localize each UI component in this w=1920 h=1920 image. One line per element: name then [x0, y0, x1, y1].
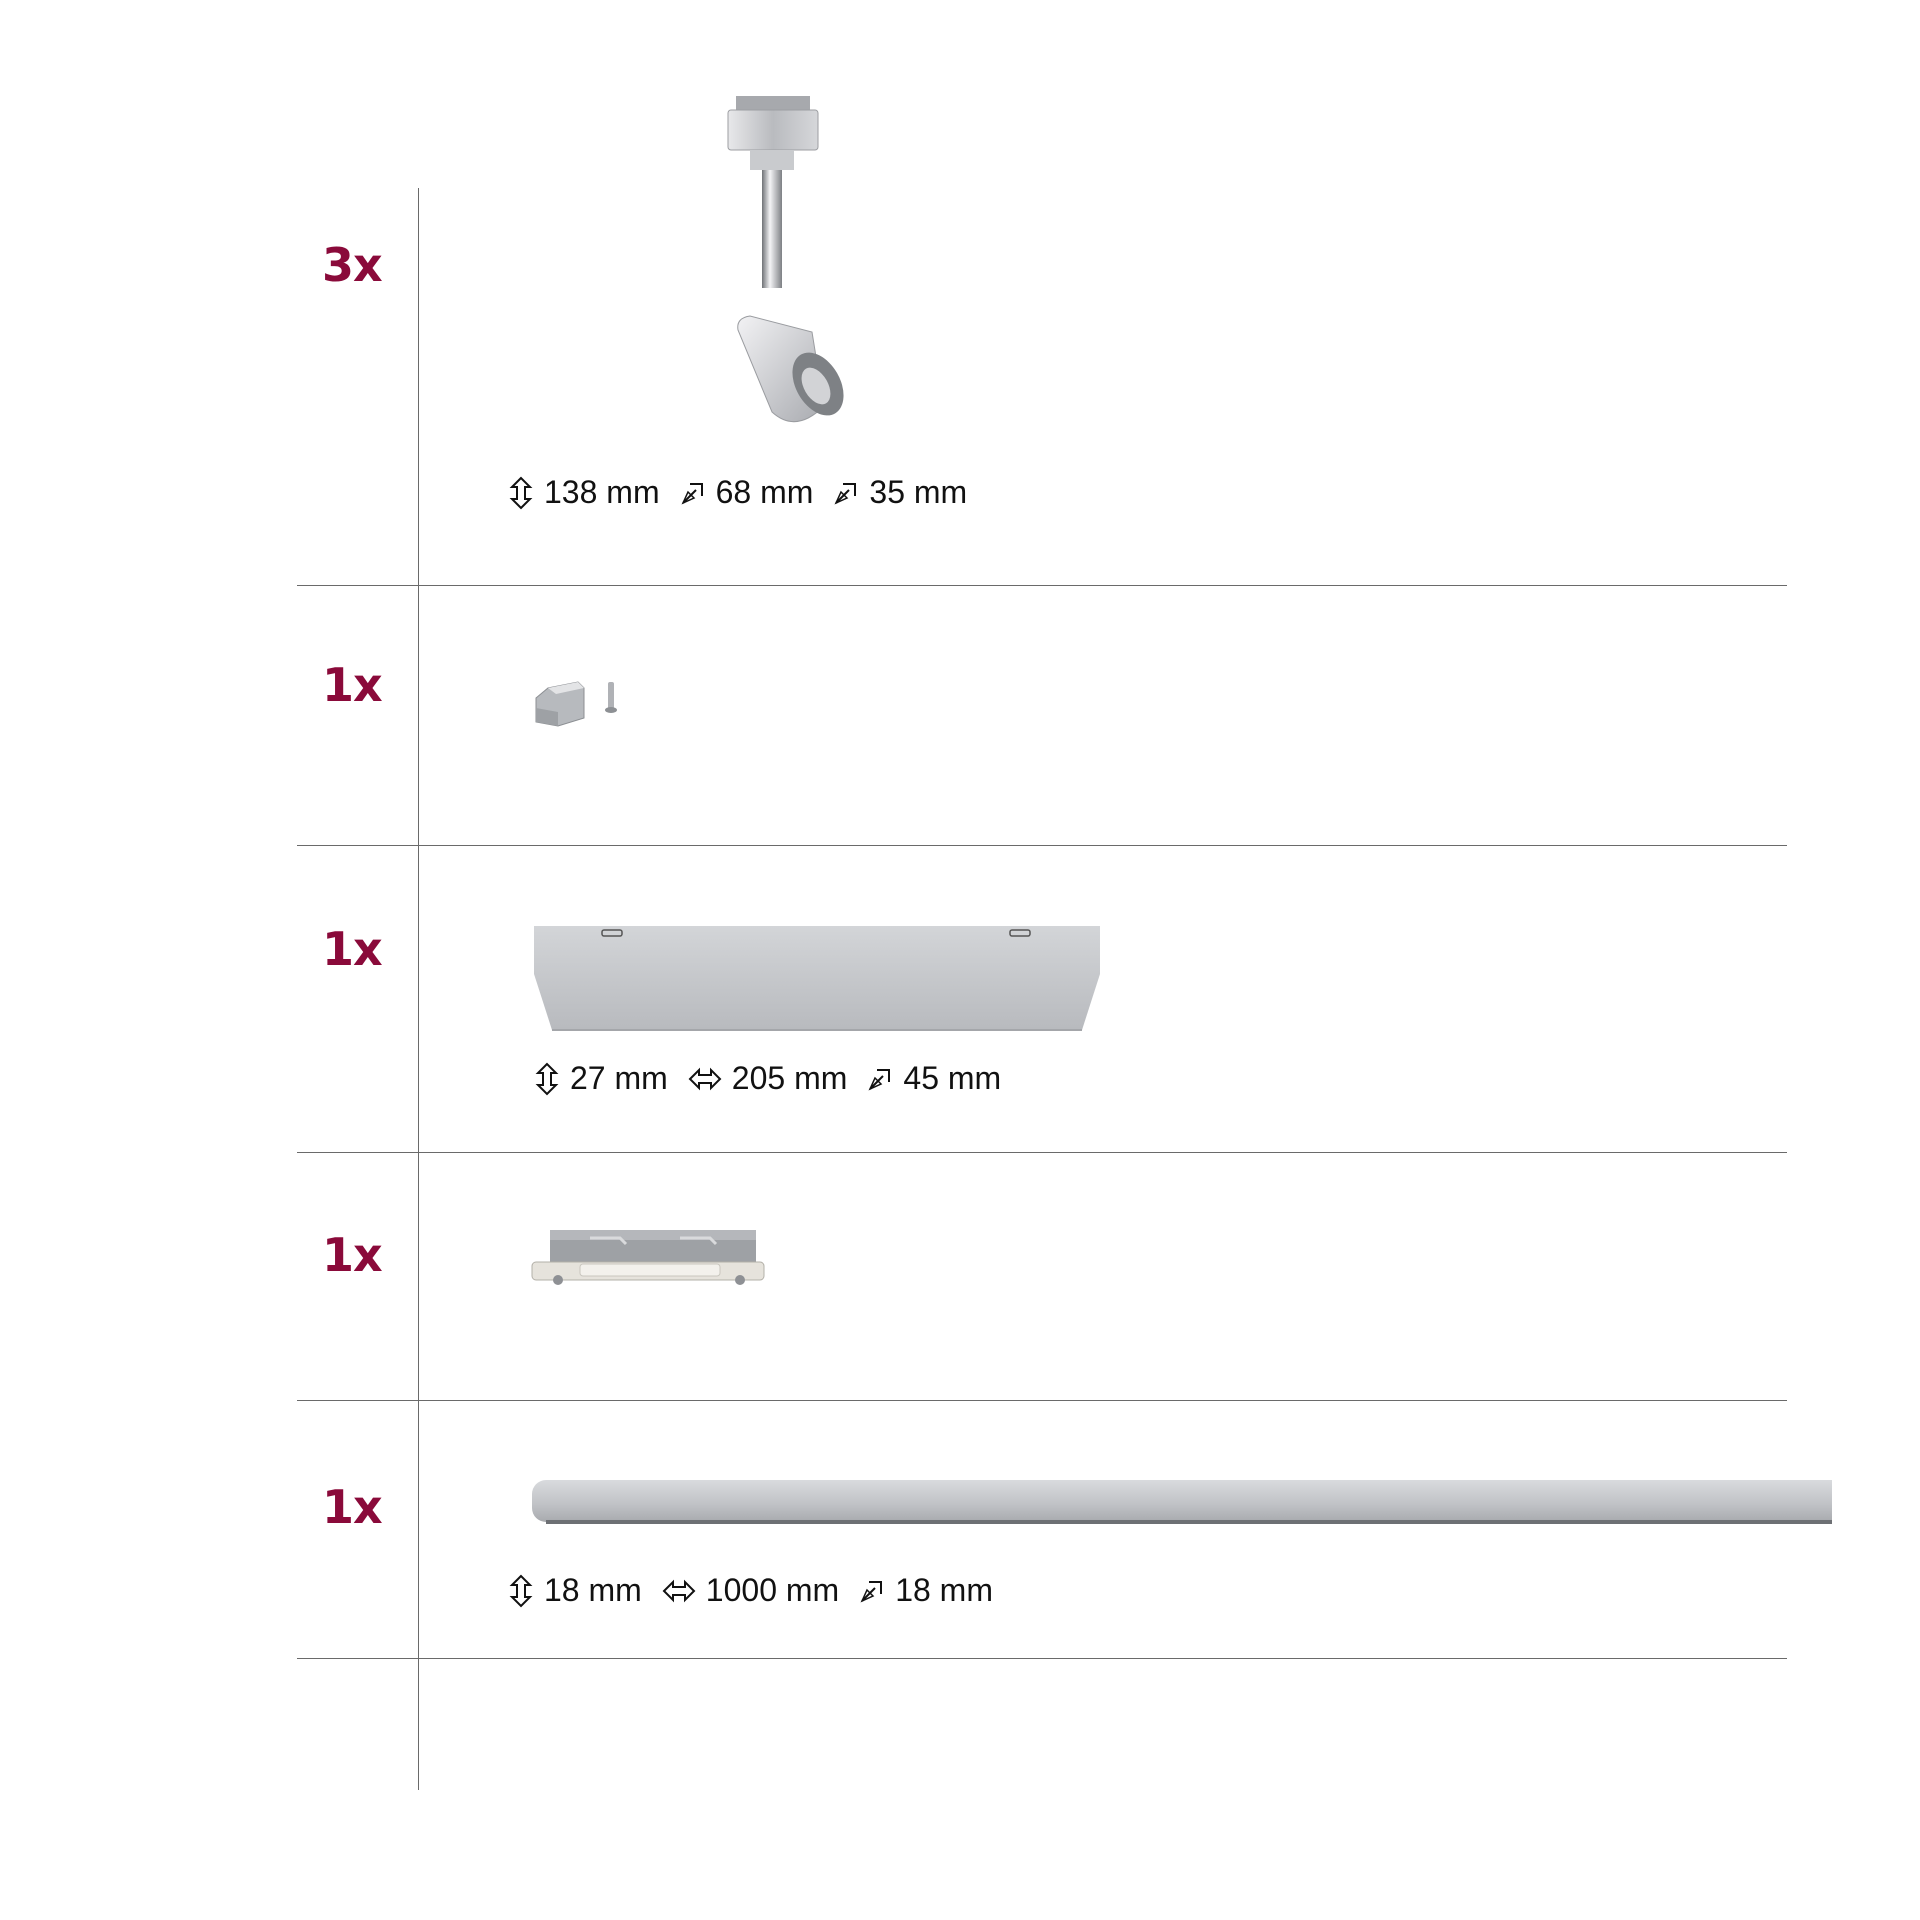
- end-cap-and-screw-icon: [528, 668, 628, 736]
- dimension: 138 mm: [508, 474, 660, 511]
- dimensions-row: [534, 1060, 1021, 1097]
- column-divider: [418, 188, 419, 1790]
- width-arrow-icon: [688, 1066, 722, 1092]
- height-arrow-icon: [508, 1574, 534, 1608]
- height-arrow-icon: [508, 476, 534, 510]
- depth-arrow-icon: [680, 480, 706, 506]
- rail-connector-icon: [530, 1228, 770, 1296]
- row-divider: [297, 1400, 1787, 1401]
- quantity-label: 3x: [322, 238, 382, 292]
- quantity-label: 1x: [322, 658, 382, 712]
- dimensions-row: [508, 474, 987, 511]
- depth-arrow-icon: [867, 1066, 893, 1092]
- dimensions-row: [508, 1572, 1013, 1609]
- dimension: 18 mm: [508, 1572, 642, 1609]
- height-arrow-icon: [534, 1062, 560, 1096]
- power-supply-box-icon: [532, 924, 1104, 1038]
- row-divider: [297, 1658, 1787, 1659]
- width-arrow-icon: [662, 1578, 696, 1604]
- row-divider: [297, 845, 1787, 846]
- track-rail-icon: [532, 1478, 1832, 1534]
- dimension: 35 mm: [833, 474, 967, 511]
- dimension: 45 mm: [867, 1060, 1001, 1097]
- quantity-label: 1x: [322, 1228, 382, 1282]
- dimension: 18 mm: [859, 1572, 993, 1609]
- quantity-label: 1x: [322, 922, 382, 976]
- dimension: 205 mm: [688, 1060, 848, 1097]
- row-divider: [297, 1152, 1787, 1153]
- depth-arrow-icon: [859, 1578, 885, 1604]
- dimension: 1000 mm: [662, 1572, 839, 1609]
- dimension: 27 mm: [534, 1060, 668, 1097]
- depth-arrow-icon: [833, 480, 859, 506]
- quantity-label: 1x: [322, 1480, 382, 1534]
- row-divider: [297, 585, 1787, 586]
- dimension: 68 mm: [680, 474, 814, 511]
- track-spotlight-icon: [700, 94, 860, 458]
